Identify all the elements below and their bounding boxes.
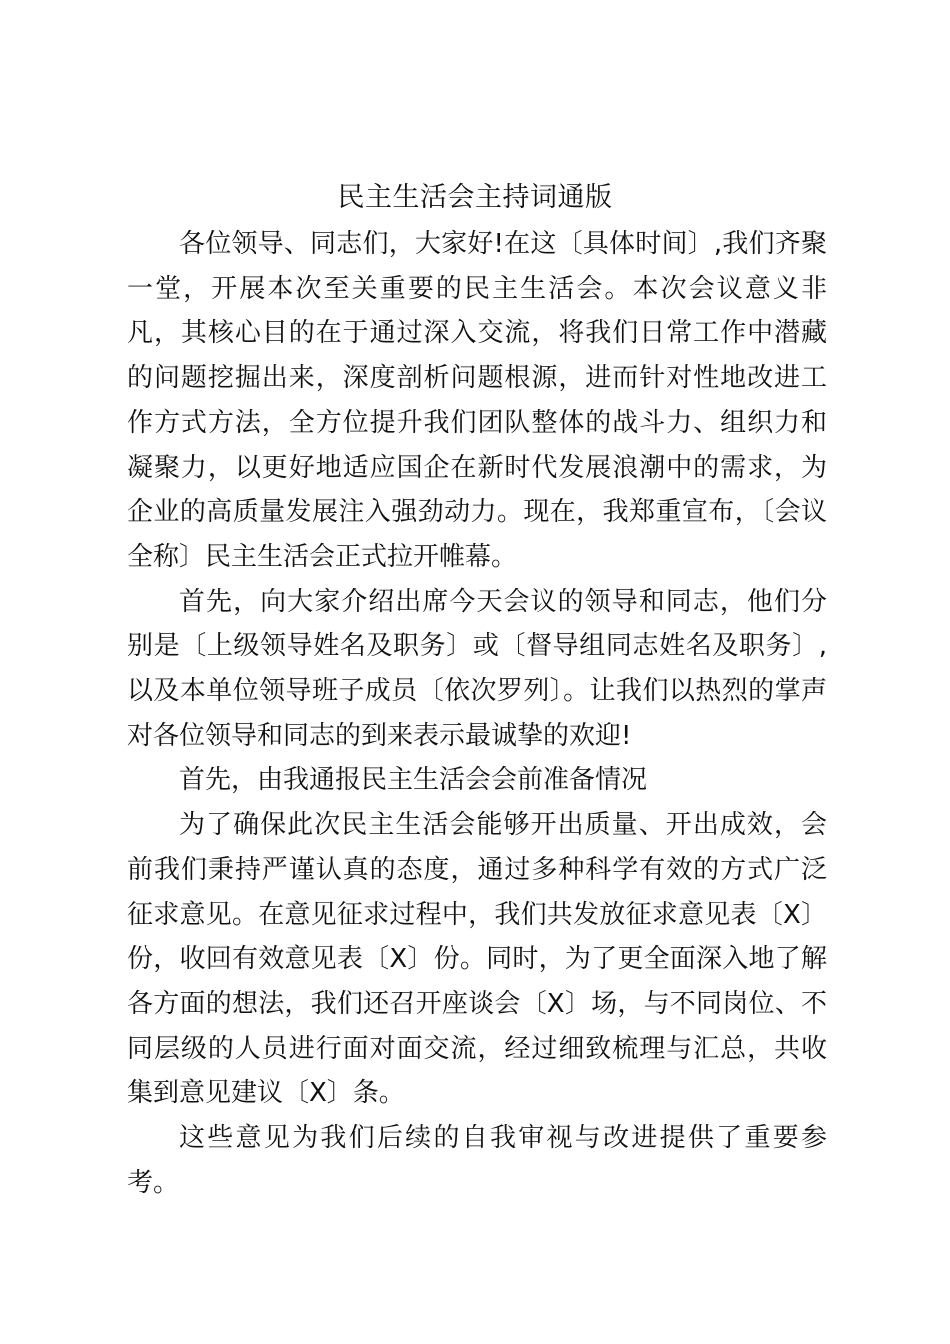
paragraph-preparation: 为了确保此次民主生活会能够开出质量、开出成效，会前我们秉持严谨认真的态度，通过多种科学有效的方式广泛征求意见。在意见征求过程中，我们共发放征求意见表〔X〕份，收回有效意见表〔X〕份。同时，为了更全面深入地了解各方面的想法，我们还召开座谈会〔X〕场，与不同岗位、不同层级的人员进行面对面交流，经过细致梳理与汇总，共收集到意见建议〔X〕条。: [127, 810, 827, 1109]
document-body: [127, 222, 827, 1205]
paragraph-introductions: 首先，向大家介绍出席今天会议的领导和同志，他们分别是〔上级领导姓名及职务〕或〔督导组同志姓名及职务〕,以及本单位领导班子成员〔依次罗列〕。让我们以热烈的掌声对各位领导和同志的到来表示最诚挚的欢迎!: [127, 586, 827, 751]
paragraph-report-heading: 首先，由我通报民主生活会会前准备情况: [179, 765, 648, 796]
paragraph-opening: 各位领导、同志们，大家好!在这〔具体时间〕,我们齐聚一堂，开展本次至关重要的民主生活会。本次会议意义非凡，其核心目的在于通过深入交流，将我们日常工作中潜藏的问题挖掘出来，深度剖析问题根源，进而针对性地改进工作方式方法，全方位提升我们团队整体的战斗力、组织力和凝聚力，以更好地适应国企在新时代发展浪潮中的需求，为企业的高质量发展注入强劲动力。现在，我郑重宣布，〔会议全称〕民主生活会正式拉开帷幕。: [127, 229, 827, 572]
document-title: 民主生活会主持词通版: [337, 182, 613, 213]
paragraph-closing: 这些意见为我们后续的自我审视与改进提供了重要参考。: [127, 1123, 827, 1198]
